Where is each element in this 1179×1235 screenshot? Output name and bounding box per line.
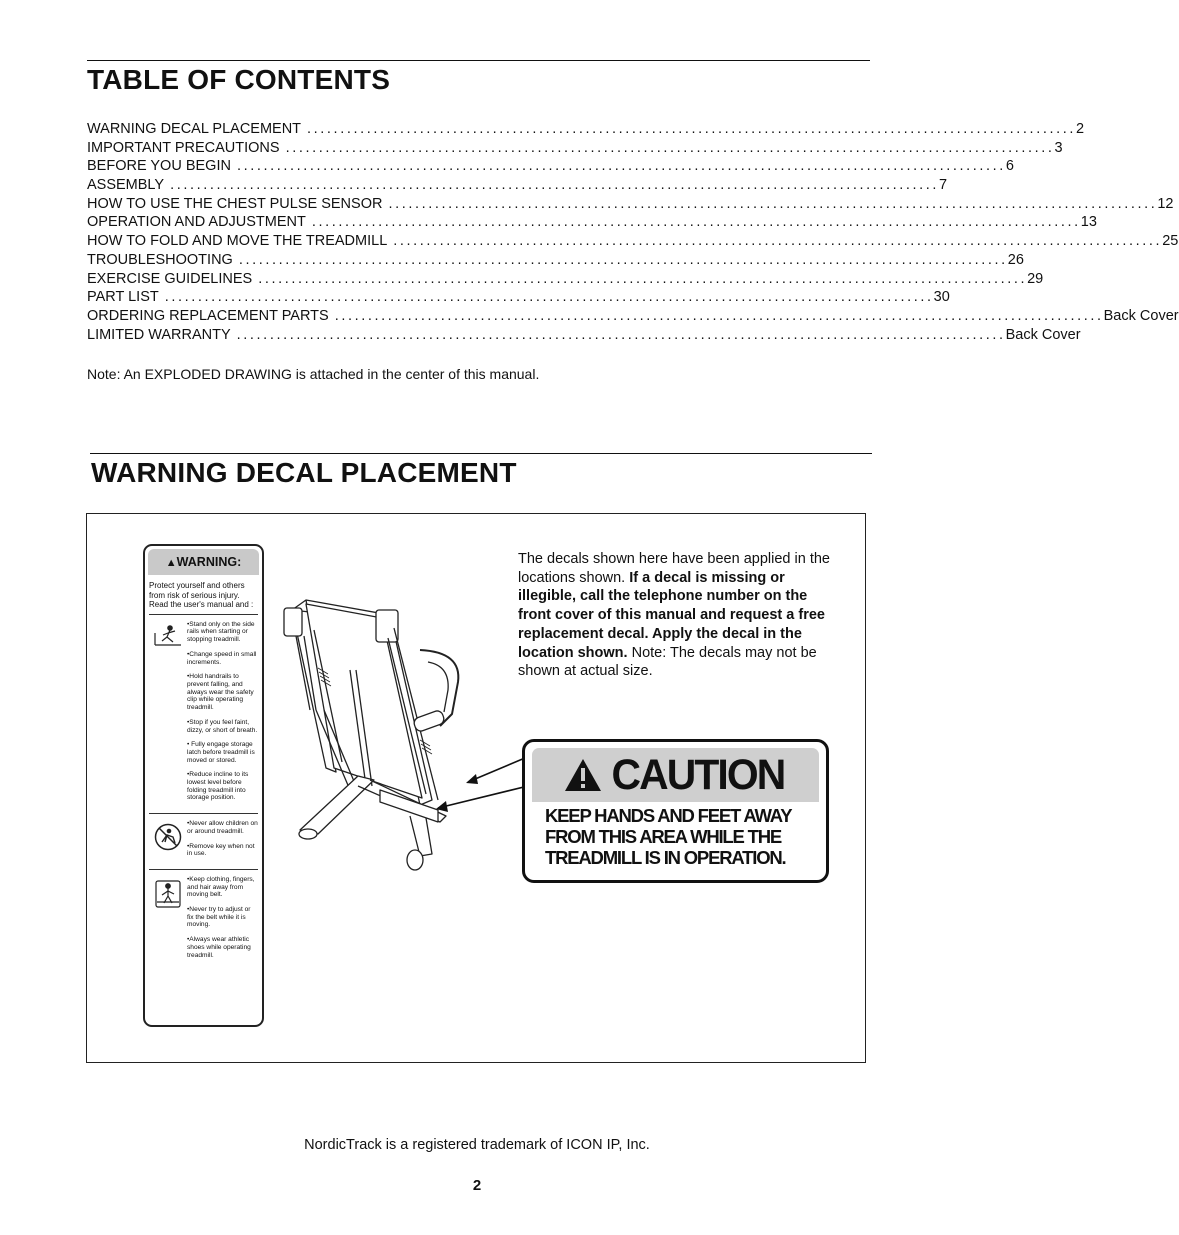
toc-top-rule [87, 60, 870, 61]
warning-decal-item: •Stop if you feel faint, dizzy, or short of breath. [187, 718, 258, 734]
caution-decal [522, 739, 829, 883]
toc-entry-page: 2 [1075, 121, 1085, 137]
warning-decal-item: •Keep clothing, fingers, and hair away from moving belt. [187, 875, 255, 899]
toc-leader-dots: .................................................................................................................... [307, 121, 1076, 137]
caution-decal-line: TREADMILL IS IN OPERATION. [545, 847, 786, 868]
toc-entry-page: Back Cover [1103, 307, 1179, 324]
warning-decal-item: • Fully engage storage latch before treadmill is moved or stored. [187, 741, 255, 764]
toc-heading: TABLE OF CONTENTS [87, 64, 391, 95]
toc-entry-title: IMPORTANT PRECAUTIONS [87, 139, 280, 156]
toc-entry-title: BEFORE YOU BEGIN [87, 158, 231, 175]
caution-decal-heading-text: CAUTION [611, 750, 784, 799]
warning-decal-section-belt [149, 869, 258, 970]
exploded-drawing-note: Note: An EXPLODED DRAWING is attached in the center of this manual. [87, 366, 540, 382]
toc-entry-page: 30 [933, 289, 950, 306]
decal-description-plain: The decals shown here have been applied in the locations shown. [518, 551, 830, 586]
toc-list [87, 120, 1179, 344]
toc-entry[interactable] [87, 307, 1179, 326]
warning-decal-item: •Stand only on the side rails when starting or stopping treadmill. [187, 620, 255, 644]
moving-belt-hazard-icon [149, 870, 187, 970]
decal-section-heading: WARNING DECAL PLACEMENT [91, 457, 517, 488]
warning-decal-item: •Change speed in small increments. [187, 650, 257, 666]
warning-decal-item: •Always wear athletic shoes while operating treadmill. [187, 936, 251, 959]
toc-entry[interactable] [87, 157, 1014, 176]
toc-entry-page: Back Cover [1005, 326, 1081, 343]
warning-triangle-icon: ▲ [165, 557, 177, 569]
caution-decal-heading [532, 748, 819, 802]
toc-entry-title: WARNING DECAL PLACEMENT [87, 121, 302, 137]
toc-entry-title: HOW TO USE THE CHEST PULSE SENSOR [87, 195, 383, 212]
treadmill-illustration [270, 590, 530, 880]
no-children-icon [149, 814, 187, 869]
warning-decal-item: •Never allow children on or around treadmill. [187, 820, 258, 835]
toc-entry-title: ORDERING REPLACEMENT PARTS [87, 307, 329, 324]
caution-decal-line: FROM THIS AREA WHILE THE [545, 826, 782, 847]
toc-leader-dots: .................................................................................................................... [393, 233, 1163, 250]
toc-leader-dots: .................................................................................................................... [236, 158, 1006, 175]
toc-entry-page: 12 [1157, 195, 1174, 212]
toc-entry-title: OPERATION AND ADJUSTMENT [87, 214, 306, 231]
toc-entry-page: 13 [1080, 214, 1097, 231]
decal-description-bold: If a decal is missing or illegible, call the telephone number on the front cover of this manual and request a free replacement decal. Apply the decal in the location shown. [518, 569, 825, 661]
warning-decal-heading [148, 549, 259, 575]
toc-entry-title: PART LIST [87, 289, 159, 306]
caution-decal-body [545, 805, 791, 868]
toc-entry-title: EXERCISE GUIDELINES [87, 270, 253, 287]
toc-entry[interactable] [87, 195, 1174, 214]
toc-leader-dots: .................................................................................................................... [334, 307, 1104, 324]
toc-entry[interactable] [87, 270, 1044, 289]
toc-entry[interactable] [87, 232, 1179, 251]
page-number: 2 [472, 1177, 482, 1194]
caution-decal-line: KEEP HANDS AND FEET AWAY [545, 805, 792, 826]
warning-decal-item: •Hold handrails to prevent falling, and always wear the safety clip while operating treadmill. [187, 673, 254, 712]
toc-entry-page: 25 [1162, 233, 1179, 250]
toc-leader-dots: .................................................................................................................... [238, 251, 1008, 268]
toc-entry-page: 29 [1027, 270, 1044, 287]
warning-decal-intro: Protect yourself and others from risk of serious injury. Read the user's manual and : [149, 581, 254, 610]
warning-decal-item: •Reduce incline to its lowest level before folding treadmill into storage position. [187, 771, 249, 802]
decal-description [518, 550, 836, 681]
toc-entry[interactable] [87, 326, 1081, 345]
toc-leader-dots: .................................................................................................................... [258, 270, 1028, 287]
toc-leader-dots: .................................................................................................................... [311, 214, 1081, 231]
toc-leader-dots: .................................................................................................................... [388, 195, 1158, 212]
caution-triangle-icon [563, 757, 603, 793]
trademark-notice: NordicTrack is a registered trademark of ICON IP, Inc. [304, 1137, 650, 1153]
warning-decal-section-usage [149, 614, 258, 813]
toc-leader-dots: .................................................................................................................... [170, 177, 940, 194]
warning-decal-heading-text: WARNING: [176, 555, 242, 569]
warning-decal [143, 544, 264, 1027]
toc-entry-page: 7 [939, 177, 948, 194]
toc-entry-title: LIMITED WARRANTY [87, 326, 231, 343]
toc-entry[interactable] [87, 139, 1063, 158]
person-on-treadmill-icon [149, 615, 187, 813]
toc-entry-title: HOW TO FOLD AND MOVE THE TREADMILL [87, 233, 388, 250]
toc-entry[interactable] [87, 288, 950, 307]
warning-decal-item: •Never try to adjust or fix the belt while it is moving. [187, 906, 251, 929]
toc-entry-title: TROUBLESHOOTING [87, 251, 233, 268]
warning-decal-item: •Remove key when not in use. [187, 842, 255, 858]
toc-entry-title: ASSEMBLY [87, 177, 165, 194]
toc-entry[interactable] [87, 176, 948, 195]
toc-entry[interactable] [87, 213, 1097, 232]
toc-entry[interactable] [87, 120, 1085, 139]
decal-description-note: Note: The decals may not be shown at actual size. [518, 644, 817, 680]
toc-entry-page: 3 [1054, 139, 1063, 156]
toc-leader-dots: .................................................................................................................... [164, 289, 934, 306]
toc-leader-dots: .................................................................................................................... [285, 139, 1055, 156]
decal-section-rule [90, 453, 872, 454]
toc-entry-page: 6 [1005, 158, 1014, 175]
warning-decal-section-children [149, 813, 258, 869]
toc-entry[interactable] [87, 251, 1024, 270]
toc-entry-page: 26 [1007, 251, 1024, 268]
toc-leader-dots: .................................................................................................................... [236, 326, 1006, 343]
